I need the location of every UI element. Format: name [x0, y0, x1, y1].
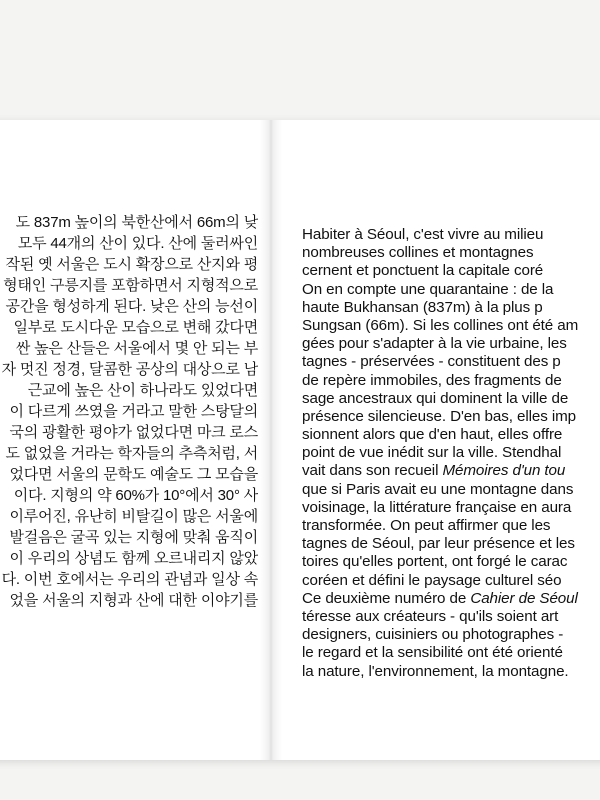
text-line: 국의 광활한 평야가 없었다면 마크 로스	[9, 424, 258, 441]
text-line	[302, 590, 600, 608]
text-line-content: la nature, l'environnement, la montagne.	[302, 662, 569, 680]
text-line-content: designers, cuisiniers ou photographes -	[302, 626, 564, 644]
text-line	[302, 390, 600, 408]
text-line: 자 멋진 정경, 달콤한 공상의 대상으로 남	[1, 361, 258, 378]
text-line-content: tagnes de Séoul, par leur présence et les	[302, 535, 575, 553]
text-line: 이 우리의 상념도 함께 오르내리지 않았	[9, 550, 258, 567]
text-line: 공간을 형성하게 된다. 낮은 산의 능선이	[5, 298, 258, 315]
text-line	[302, 499, 600, 517]
text-line	[302, 353, 600, 371]
text-line	[302, 535, 600, 553]
korean-text-block	[0, 212, 270, 611]
text-line-content: gées pour s'adapter à la vie urbaine, les	[302, 335, 567, 353]
text-line-content: sionnent alors que d'en haut, elles offre	[302, 426, 563, 444]
text-line-content: On en compte une quarantaine : de la	[302, 280, 554, 298]
text-line-content: de repère immobiles, des fragments de	[302, 371, 562, 389]
text-line: 도 837m 높이의 북한산에서 66m의 낮	[15, 214, 258, 231]
text-line: 이루어진, 유난히 비탈길이 많은 서울에	[9, 508, 258, 525]
text-line: 작된 옛 서울은 도시 확장으로 산지와 평	[5, 256, 258, 273]
text-line: 다. 이번 호에서는 우리의 관념과 일상 속	[1, 571, 258, 588]
left-page	[0, 120, 270, 760]
text-line	[302, 281, 600, 299]
text-line-content: haute Bukhansan (837m) à la plus p	[302, 298, 543, 316]
book-gutter	[260, 120, 282, 760]
text-line: 도 없었을 거라는 학자들의 추측처럼, 서	[5, 445, 258, 462]
text-line	[302, 372, 600, 390]
text-line-content: nombreuses collines et montagnes	[302, 244, 534, 262]
text-line-content: coréen et défini le paysage culturel séo	[302, 571, 562, 589]
text-line	[302, 663, 600, 681]
text-line-content: voisinage, la littérature française en aura	[302, 498, 572, 516]
text-line	[302, 262, 600, 280]
text-line	[302, 335, 600, 353]
italic-title: Cahier de Séoul	[470, 589, 578, 607]
french-text-block	[302, 226, 600, 681]
text-line	[302, 426, 600, 444]
text-line: 었다면 서울의 문학도 예술도 그 모습을	[9, 466, 258, 483]
text-line-content: Habiter à Séoul, c'est vivre au milieu	[302, 226, 544, 243]
text-line: 일부로 도시다운 모습으로 변해 갔다면	[13, 319, 258, 336]
text-line-content: Ce deuxième numéro de	[302, 589, 471, 607]
text-line: 싼 높은 산들은 서울에서 몇 안 되는 부	[15, 340, 258, 357]
text-line-content: cernent et ponctuent la capitale coré	[302, 262, 544, 280]
text-line-content: tagnes - préservées - constituent des p	[302, 353, 561, 371]
text-line-content: point de vue inédit sur la ville. Stendhal	[302, 444, 562, 462]
text-line-content: vait dans son recueil	[302, 462, 443, 480]
text-line-content: que si Paris avait eu une montagne dans	[302, 480, 574, 498]
text-line: 근교에 높은 산이 하나라도 있었다면	[27, 382, 258, 399]
right-page	[280, 120, 600, 760]
text-line	[302, 317, 600, 335]
text-line: 형태인 구릉지를 포함하면서 지형적으로	[3, 277, 258, 294]
text-line-content: téresse aux créateurs - qu'ils soient art	[302, 607, 559, 625]
text-line-content: le regard et la sensibilité ont été orienté	[302, 644, 563, 662]
text-line	[302, 244, 600, 262]
text-line: 발걸음은 굴곡 있는 지형에 맞춰 움직이	[9, 529, 258, 546]
italic-title: Mémoires d'un tou	[442, 462, 566, 480]
text-line-content: sage ancestraux qui dominent la ville de	[302, 389, 569, 407]
text-line-content: toires qu'elles portent, ont forgé le carac	[302, 553, 568, 571]
text-line: 었을 서울의 지형과 산에 대한 이야기를	[9, 592, 258, 609]
text-line	[302, 572, 600, 590]
text-line	[302, 517, 600, 535]
text-line	[302, 481, 600, 499]
text-line-content: présence silencieuse. D'en bas, elles imp	[302, 407, 577, 425]
text-line: 이 다르게 쓰였을 거라고 말한 스탕달의	[9, 403, 258, 420]
text-line	[302, 299, 600, 317]
text-line-content: Sungsan (66m). Si les collines ont été am	[302, 316, 579, 334]
text-line: 이다. 지형의 약 60%가 10°에서 30° 사	[13, 487, 258, 504]
text-line	[302, 444, 600, 462]
text-line	[302, 608, 600, 626]
text-line	[302, 553, 600, 571]
text-line-content: transformée. On peut affirmer que les	[302, 517, 551, 534]
text-line	[302, 644, 600, 662]
text-line	[302, 226, 600, 244]
text-line	[302, 626, 600, 644]
text-line	[302, 408, 600, 426]
open-book-spread	[0, 120, 600, 760]
text-line: 모두 44개의 산이 있다. 산에 둘러싸인	[17, 235, 258, 252]
text-line	[302, 462, 600, 480]
